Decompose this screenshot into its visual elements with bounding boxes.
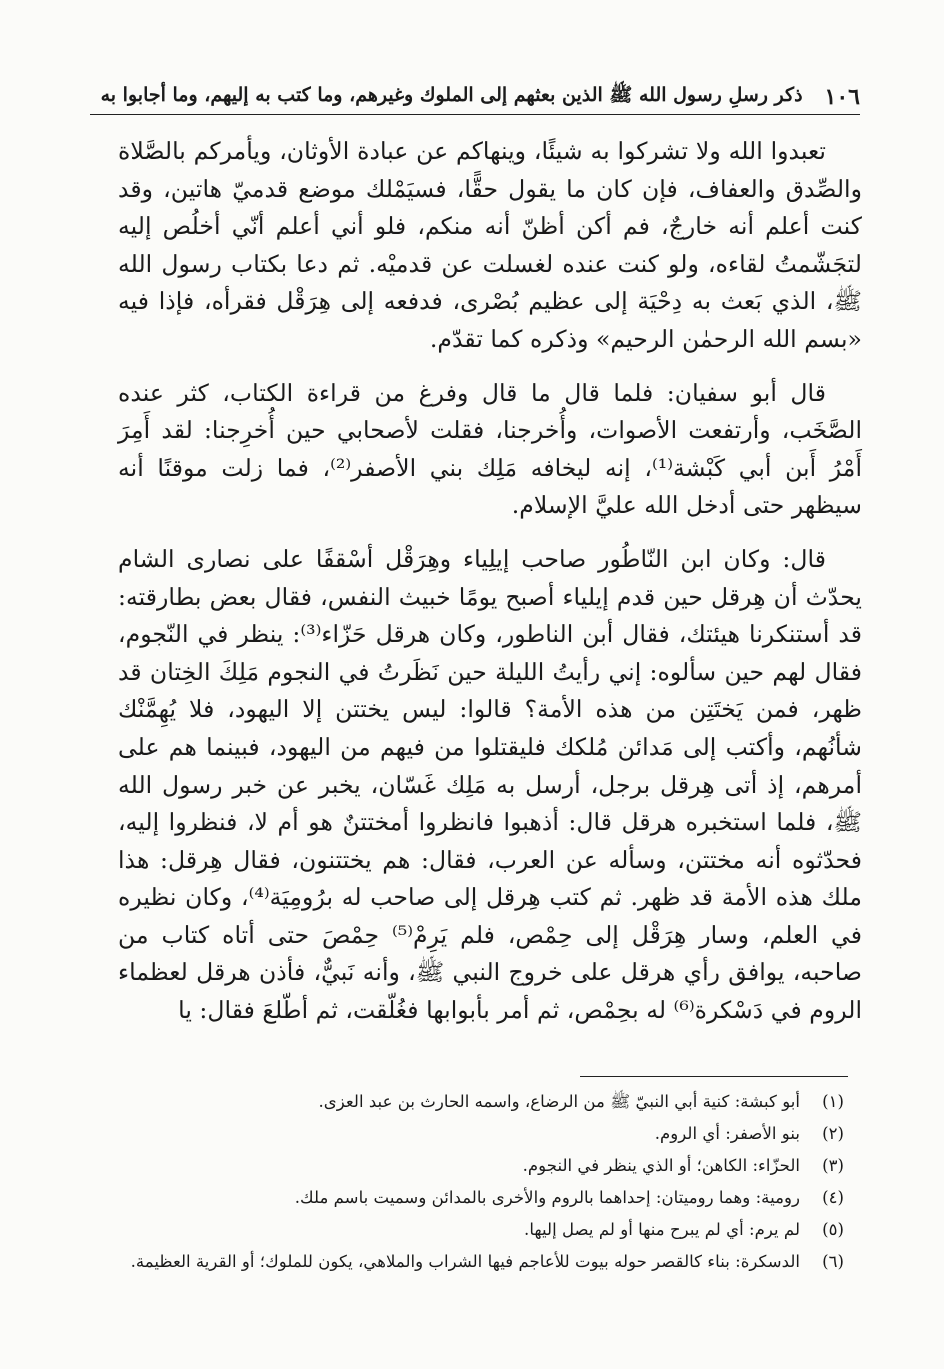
paragraph: قال: وكان ابن النّاطُور صاحب إيلِياء وهِرَقْل أسْقفًا على نصارى الشام يحدّث أن هِرقل حين قدم إيلياء أصبح يومًا خبيث النفس، فقال بعض بطارقته: قد أستنكرنا هيئتك، فقال أبن الناطور، وكان هرقل حَزّاء⁽³⁾: ينظر في النّجوم، فقال لهم حين سألوه: إني رأيتُ الليلة حين نَظَرتُ في النجوم مَلِكَ الخِتان قد ظهر، فمن يَختَتِن من هذه الأمة؟ قالوا: ليس يختتن إلا اليهود، فلا يُهِمَّنْك شأنُهم، وأكتب إلى مَدائن مُلكك فليقتلوا من فيهم من اليهود، فبينما هم على أمرهم، إذ أتى هِرقل برجل، أرسل به مَلِك غَسّان، يخبر عن خبر رسول الله ﷺ، فلما استخبره هرقل قال: أذهبوا فانظروا أمختتنٌ هو أم لا، فنظروا إليه، فحدّثوه أنه مختتن، وسأله عن العرب، فقال: هم يختتنون، فقال هِرقل: هذا ملك هذه الأمة قد ظهر. ثم كتب هِرقل إلى صاحب له برُومِيَة⁽⁴⁾، وكان نظيره في العلم، وسار هِرَقْل إلى حِمْص، فلم يَرِمْ⁽⁵⁾ حِمْصَ حتى أتاه كتاب من صاحبه، يوافق رأي هرقل على خروج النبي ﷺ، وأنه نَبيٌّ، فأذن هرقل لعظماء الروم في دَسْكرة⁽⁶⁾ له بحِمْص، ثم أمر بأبوابها فغُلّقت، ثم أطّلعَ فقال: يا: [118, 544, 863, 1025]
footnote-number: (١): [822, 1092, 844, 1111]
footnote-text: بنو الأصفر: أي الروم.: [654, 1124, 800, 1143]
footnote-text: الحزّاء: الكاهن؛ أو الذي ينظر في النجوم.: [522, 1156, 800, 1175]
footnote-divider: [580, 1076, 848, 1077]
footnote: [100, 1088, 844, 1116]
page-number: ١٠٦: [824, 84, 860, 110]
footnote: [100, 1248, 844, 1276]
main-text: [118, 133, 862, 1030]
footnote-number: (٣): [822, 1156, 844, 1175]
footnote-number: (٦): [822, 1252, 844, 1271]
footnote: [100, 1216, 844, 1244]
footnote-text: لم يرم: أي لم يبرح منها أو لم يصل إليها.: [524, 1220, 800, 1239]
footnote-text: رومية: وهما روميتان: إحداهما بالروم والأخرى بالمدائن وسميت باسم ملك.: [294, 1188, 800, 1207]
footnote-number: (٤): [822, 1188, 844, 1207]
paragraph: تعبدوا الله ولا تشركوا به شيئًا، وينهاكم عن عبادة الأوثان، ويأمركم بالصَّلاة والصِّدق والعفاف، فإن كان ما يقول حقًّا، فسيَمْلك موضع قدميّ هاتين، وقد كنت أعلم أنه خارجٌ، فم أكن أظنّ أنه منكم، فلو أني أعلم أنّي أخلُص إليه لتجَشّمتُ لقاءه، ولو كنت عنده لغسلت عن قدميْه. ثم دعا بكتاب رسول الله ﷺ، الذي بَعث به دِحْيَة إلى عظيم بُصْرى، فدفعه إلى هِرَقْل فقرأه، فإذا فيه «بسم الله الرحمٰن الرحيم» وذكره كما تقدّم.: [118, 137, 862, 353]
footnotes: [100, 1088, 844, 1280]
footnote-number: (٥): [822, 1220, 844, 1239]
running-header: [90, 80, 860, 115]
chapter-title: ذكر رسلِ رسول الله ﷺ الذين بعثهم إلى الملوك وغيرهم، وما كتب به إليهم، وما أجابوا به: [100, 84, 803, 106]
paragraph: قال أبو سفيان: فلما قال ما قال وفرغ من قراءة الكتاب، كثر عنده الصَّخَب، وأرتفعت الأصوات، وأُخرجنا، فقلت لأصحابي حين أُخرِجنا: لقد أَمِرَ أَمْرُ أَبن أبي كَبْشة⁽¹⁾، إنه ليخافه مَلِك بني الأصفر⁽²⁾، فما زلت موقنًا أنه سيظهر حتى أدخل الله عليَّ الإسلام.: [118, 378, 862, 520]
footnote-text: أبو كبشة: كنية أبي النبيّ ﷺ من الرضاع، واسمه الحارث بن عبد العزى.: [318, 1092, 800, 1111]
footnote: [100, 1152, 844, 1180]
footnote: [100, 1120, 844, 1148]
footnote-number: (٢): [822, 1124, 844, 1143]
footnote-text: الدسكرة: بناء كالقصر حوله بيوت للأعاجم فيها الشراب والملاهي، يكون للملوك؛ أو القرية العظيمة.: [130, 1252, 800, 1271]
footnote: [100, 1184, 844, 1212]
